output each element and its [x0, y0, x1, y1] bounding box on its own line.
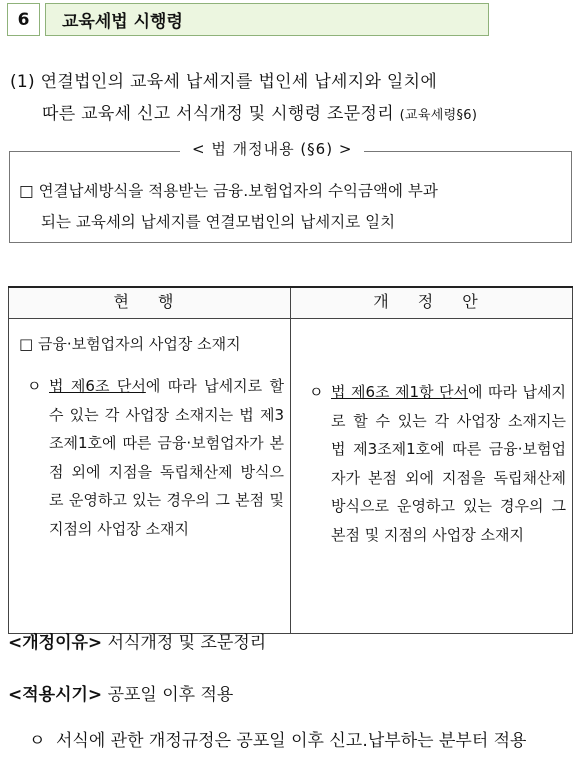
proposed-underlined: 법 제6조 제1항 단서 — [331, 383, 469, 401]
proposed-bullet-item — [291, 319, 572, 549]
apply-text: 공포일 이후 적용 — [102, 685, 234, 705]
item-1-line2 — [10, 98, 572, 132]
item-1 — [10, 66, 572, 132]
notice-line1: □ 연결납세방식을 적용받는 금융․보험업자의 수익금액에 부과 — [19, 182, 438, 200]
reason-line — [8, 628, 266, 653]
apply-line — [8, 680, 233, 705]
current-body: 에 따라 납세지로 할 수 있는 각 사업장 소재지는 법 제3조제1호에 따른 금융·보험업자가 본점 외에 지점을 독립채산제 방식으로 운영하고 있는 경우의 그 본점 및 지점의 사업장 소재지 — [49, 377, 284, 538]
item-1-line2-text: 따른 교육세 신고 서식개정 및 시행령 조문정리 — [42, 104, 394, 124]
current-heading: □ 금융·보험업자의 사업장 소재지 — [19, 335, 241, 353]
header-proposed: 개 정 안 — [291, 287, 573, 319]
current-underlined: 법 제6조 단서 — [49, 377, 146, 395]
header-current: 현 행 — [9, 287, 291, 319]
apply-label: <적용시기> — [8, 685, 103, 705]
notice-text — [19, 176, 567, 238]
section-number: 6 — [7, 3, 40, 36]
bullet-mark: ㅇ — [27, 377, 42, 395]
final-bullet-item — [29, 726, 574, 756]
bullet-mark: ㅇ — [309, 383, 324, 401]
current-bullet-item — [9, 354, 290, 543]
item-1-reference: (교육세령§6) — [399, 108, 478, 123]
current-cell — [9, 319, 291, 634]
item-1-line1: (1) 연결법인의 교육세 납세지를 법인세 납세지와 일치에 — [10, 72, 438, 92]
comparison-table — [8, 286, 573, 634]
bullet-mark: ㅇ — [29, 731, 46, 751]
reason-text: 서식개정 및 조문정리 — [102, 633, 267, 653]
notice-line2: 되는 교육세의 납세지를 연결모법인의 납세지로 일치 — [41, 213, 396, 231]
notice-title: < 법 개정내용 (§6) > — [180, 138, 364, 159]
final-text: 서식에 관한 개정규정은 공포일 이후 신고․납부하는 분부터 적용 — [56, 731, 527, 751]
proposed-text — [331, 378, 566, 549]
current-text — [49, 372, 284, 543]
section-title: 교육세법 시행령 — [45, 3, 489, 36]
proposed-cell — [291, 319, 573, 634]
reason-label: <개정이유> — [8, 633, 103, 653]
proposed-body: 에 따라 납세지로 할 수 있는 각 사업장 소재지는 법 제3조제1호에 따른 금융·보험업자가 본점 외에 지점을 독립채산제 방식으로 운영하고 있는 경우의 그 본점 및 지점의 사업장 소재지 — [331, 383, 566, 544]
